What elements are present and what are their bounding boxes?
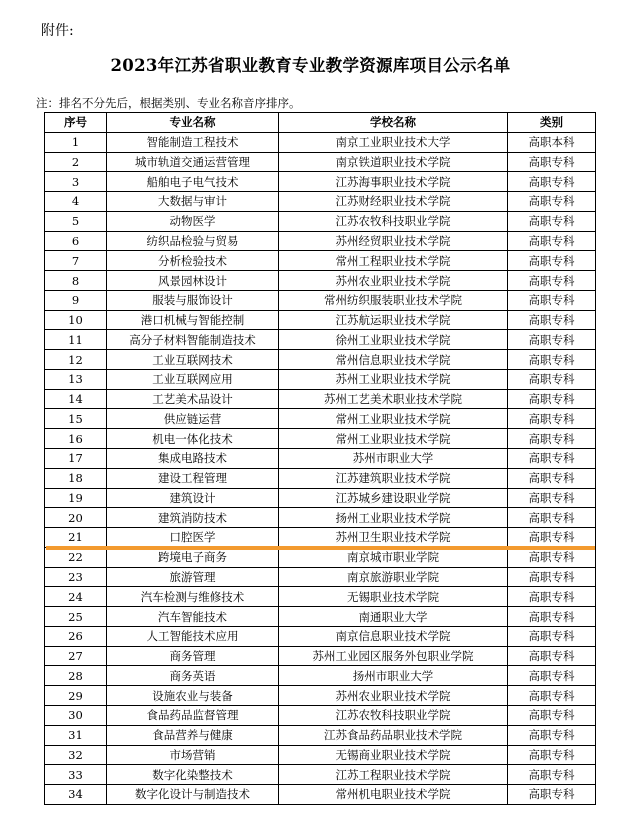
table-row (45, 369, 596, 389)
cell-school: 南京铁道职业技术学院 (279, 152, 508, 172)
table-row (45, 271, 596, 291)
cell-number: 4 (45, 192, 107, 212)
cell-school: 江苏农牧科技职业学院 (279, 211, 508, 231)
cell-school: 江苏海事职业技术学院 (279, 172, 508, 192)
cell-category: 高职专科 (508, 429, 596, 449)
cell-category: 高职专科 (508, 251, 596, 271)
cell-major: 工艺美术品设计 (107, 389, 279, 409)
cell-number: 26 (45, 626, 107, 646)
table-row (45, 745, 596, 765)
cell-school: 扬州市职业大学 (279, 666, 508, 686)
cell-major: 数字化设计与制造技术 (107, 785, 279, 805)
cell-number: 33 (45, 765, 107, 785)
cell-number: 34 (45, 785, 107, 805)
cell-major: 市场营销 (107, 745, 279, 765)
cell-category: 高职专科 (508, 290, 596, 310)
cell-school: 徐州工业职业技术学院 (279, 330, 508, 350)
table-row (45, 231, 596, 251)
table-row (45, 152, 596, 172)
table-row (45, 192, 596, 212)
cell-school: 苏州市职业大学 (279, 449, 508, 469)
table-row (45, 132, 596, 152)
cell-number: 11 (45, 330, 107, 350)
cell-number: 1 (45, 132, 107, 152)
cell-school: 江苏工程职业技术学院 (279, 765, 508, 785)
cell-number: 17 (45, 449, 107, 469)
cell-category: 高职专科 (508, 567, 596, 587)
cell-number: 19 (45, 488, 107, 508)
table-row (45, 666, 596, 686)
table-row (45, 429, 596, 449)
cell-major: 建筑消防技术 (107, 508, 279, 528)
cell-number: 6 (45, 231, 107, 251)
cell-major: 港口机械与智能控制 (107, 310, 279, 330)
cell-school: 南京旅游职业学院 (279, 567, 508, 587)
cell-school: 苏州农业职业技术学院 (279, 271, 508, 291)
table-row (45, 646, 596, 666)
cell-number: 28 (45, 666, 107, 686)
cell-category: 高职专科 (508, 172, 596, 192)
table-row (45, 290, 596, 310)
column-header-category: 类别 (508, 113, 596, 133)
cell-number: 5 (45, 211, 107, 231)
cell-school: 苏州卫生职业技术学院 (279, 528, 508, 548)
cell-school: 南京信息职业技术学院 (279, 626, 508, 646)
cell-number: 13 (45, 369, 107, 389)
cell-category: 高职专科 (508, 488, 596, 508)
cell-category: 高职专科 (508, 686, 596, 706)
table-row (45, 626, 596, 646)
cell-number: 18 (45, 468, 107, 488)
cell-number: 20 (45, 508, 107, 528)
cell-school: 江苏建筑职业技术学院 (279, 468, 508, 488)
cell-major: 建设工程管理 (107, 468, 279, 488)
cell-category: 高职专科 (508, 350, 596, 370)
document-title: 2023年江苏省职业教育专业教学资源库项目公示名单 (110, 56, 511, 75)
cell-category: 高职专科 (508, 765, 596, 785)
cell-major: 供应链运营 (107, 409, 279, 429)
table-body (45, 132, 596, 804)
cell-school: 南京城市职业学院 (279, 547, 508, 567)
sorting-note: 注：排名不分先后，根据类别、专业名称音序排序。 (36, 96, 301, 110)
cell-major: 汽车智能技术 (107, 607, 279, 627)
table-row (45, 409, 596, 429)
cell-major: 智能制造工程技术 (107, 132, 279, 152)
cell-school: 无锡职业技术学院 (279, 587, 508, 607)
cell-category: 高职专科 (508, 152, 596, 172)
cell-school: 无锡商业职业技术学院 (279, 745, 508, 765)
cell-category: 高职专科 (508, 547, 596, 567)
cell-major: 人工智能技术应用 (107, 626, 279, 646)
cell-category: 高职专科 (508, 745, 596, 765)
cell-category: 高职专科 (508, 508, 596, 528)
cell-major: 工业互联网技术 (107, 350, 279, 370)
cell-category: 高职专科 (508, 211, 596, 231)
table-row (45, 172, 596, 192)
cell-category: 高职专科 (508, 192, 596, 212)
cell-category: 高职专科 (508, 705, 596, 725)
column-header-school: 学校名称 (279, 113, 508, 133)
cell-category: 高职专科 (508, 310, 596, 330)
attachment-label: 附件: (41, 23, 74, 39)
table-row (45, 211, 596, 231)
cell-major: 旅游管理 (107, 567, 279, 587)
cell-number: 8 (45, 271, 107, 291)
cell-school: 常州纺织服装职业技术学院 (279, 290, 508, 310)
cell-major: 食品药品监督管理 (107, 705, 279, 725)
cell-school: 苏州经贸职业技术学院 (279, 231, 508, 251)
cell-category: 高职专科 (508, 725, 596, 745)
highlight-line (46, 546, 595, 550)
cell-major: 大数据与审计 (107, 192, 279, 212)
table-row (45, 330, 596, 350)
cell-school: 苏州工艺美术职业技术学院 (279, 389, 508, 409)
cell-school: 江苏食品药品职业技术学院 (279, 725, 508, 745)
table-row (45, 251, 596, 271)
project-list-table (44, 112, 596, 805)
cell-category: 高职专科 (508, 271, 596, 291)
cell-number: 32 (45, 745, 107, 765)
cell-school: 苏州农业职业技术学院 (279, 686, 508, 706)
cell-number: 16 (45, 429, 107, 449)
cell-major: 设施农业与装备 (107, 686, 279, 706)
cell-category: 高职本科 (508, 132, 596, 152)
table-row (45, 686, 596, 706)
cell-school: 常州工业职业技术学院 (279, 429, 508, 449)
cell-major: 跨境电子商务 (107, 547, 279, 567)
cell-number: 2 (45, 152, 107, 172)
cell-school: 苏州工业园区服务外包职业学院 (279, 646, 508, 666)
cell-major: 分析检验技术 (107, 251, 279, 271)
table-row (45, 705, 596, 725)
cell-number: 22 (45, 547, 107, 567)
cell-school: 常州工程职业技术学院 (279, 251, 508, 271)
cell-category: 高职专科 (508, 389, 596, 409)
cell-major: 商务英语 (107, 666, 279, 686)
cell-school: 常州信息职业技术学院 (279, 350, 508, 370)
column-header-major: 专业名称 (107, 113, 279, 133)
table-row (45, 449, 596, 469)
table-row (45, 567, 596, 587)
cell-number: 24 (45, 587, 107, 607)
cell-major: 食品营养与健康 (107, 725, 279, 745)
table-header-row (45, 113, 596, 133)
cell-school: 苏州工业职业技术学院 (279, 369, 508, 389)
cell-number: 3 (45, 172, 107, 192)
table-row (45, 587, 596, 607)
cell-number: 30 (45, 705, 107, 725)
table-row (45, 508, 596, 528)
cell-major: 汽车检测与维修技术 (107, 587, 279, 607)
cell-category: 高职专科 (508, 785, 596, 805)
cell-category: 高职专科 (508, 330, 596, 350)
column-header-number: 序号 (45, 113, 107, 133)
table-row (45, 607, 596, 627)
cell-number: 15 (45, 409, 107, 429)
cell-number: 23 (45, 567, 107, 587)
cell-major: 建筑设计 (107, 488, 279, 508)
cell-number: 9 (45, 290, 107, 310)
cell-category: 高职专科 (508, 646, 596, 666)
cell-school: 南通职业大学 (279, 607, 508, 627)
cell-category: 高职专科 (508, 587, 596, 607)
cell-number: 25 (45, 607, 107, 627)
cell-school: 常州机电职业技术学院 (279, 785, 508, 805)
table-row (45, 389, 596, 409)
table-row (45, 310, 596, 330)
table-row (45, 468, 596, 488)
cell-school: 江苏城乡建设职业学院 (279, 488, 508, 508)
cell-major: 风景园林设计 (107, 271, 279, 291)
table-row (45, 725, 596, 745)
cell-major: 商务管理 (107, 646, 279, 666)
cell-school: 常州工业职业技术学院 (279, 409, 508, 429)
cell-school: 南京工业职业技术大学 (279, 132, 508, 152)
cell-number: 21 (45, 528, 107, 548)
cell-category: 高职专科 (508, 231, 596, 251)
cell-school: 江苏航运职业技术学院 (279, 310, 508, 330)
cell-major: 服装与服饰设计 (107, 290, 279, 310)
table-row (45, 785, 596, 805)
cell-category: 高职专科 (508, 666, 596, 686)
table-row (45, 765, 596, 785)
cell-number: 27 (45, 646, 107, 666)
cell-number: 29 (45, 686, 107, 706)
cell-number: 12 (45, 350, 107, 370)
cell-number: 14 (45, 389, 107, 409)
cell-major: 数字化染整技术 (107, 765, 279, 785)
table-row (45, 350, 596, 370)
cell-major: 船舶电子电气技术 (107, 172, 279, 192)
cell-number: 31 (45, 725, 107, 745)
table-row (45, 528, 596, 548)
cell-category: 高职专科 (508, 607, 596, 627)
cell-school: 江苏农牧科技职业学院 (279, 705, 508, 725)
cell-category: 高职专科 (508, 409, 596, 429)
cell-category: 高职专科 (508, 626, 596, 646)
cell-category: 高职专科 (508, 468, 596, 488)
table-row (45, 547, 596, 567)
cell-category: 高职专科 (508, 449, 596, 469)
cell-number: 10 (45, 310, 107, 330)
cell-major: 纺织品检验与贸易 (107, 231, 279, 251)
cell-major: 高分子材料智能制造技术 (107, 330, 279, 350)
cell-major: 工业互联网应用 (107, 369, 279, 389)
cell-category: 高职专科 (508, 528, 596, 548)
cell-major: 城市轨道交通运营管理 (107, 152, 279, 172)
cell-major: 机电一体化技术 (107, 429, 279, 449)
cell-major: 口腔医学 (107, 528, 279, 548)
cell-school: 江苏财经职业技术学院 (279, 192, 508, 212)
table-row (45, 488, 596, 508)
cell-major: 集成电路技术 (107, 449, 279, 469)
cell-school: 扬州工业职业技术学院 (279, 508, 508, 528)
cell-number: 7 (45, 251, 107, 271)
cell-major: 动物医学 (107, 211, 279, 231)
cell-category: 高职专科 (508, 369, 596, 389)
